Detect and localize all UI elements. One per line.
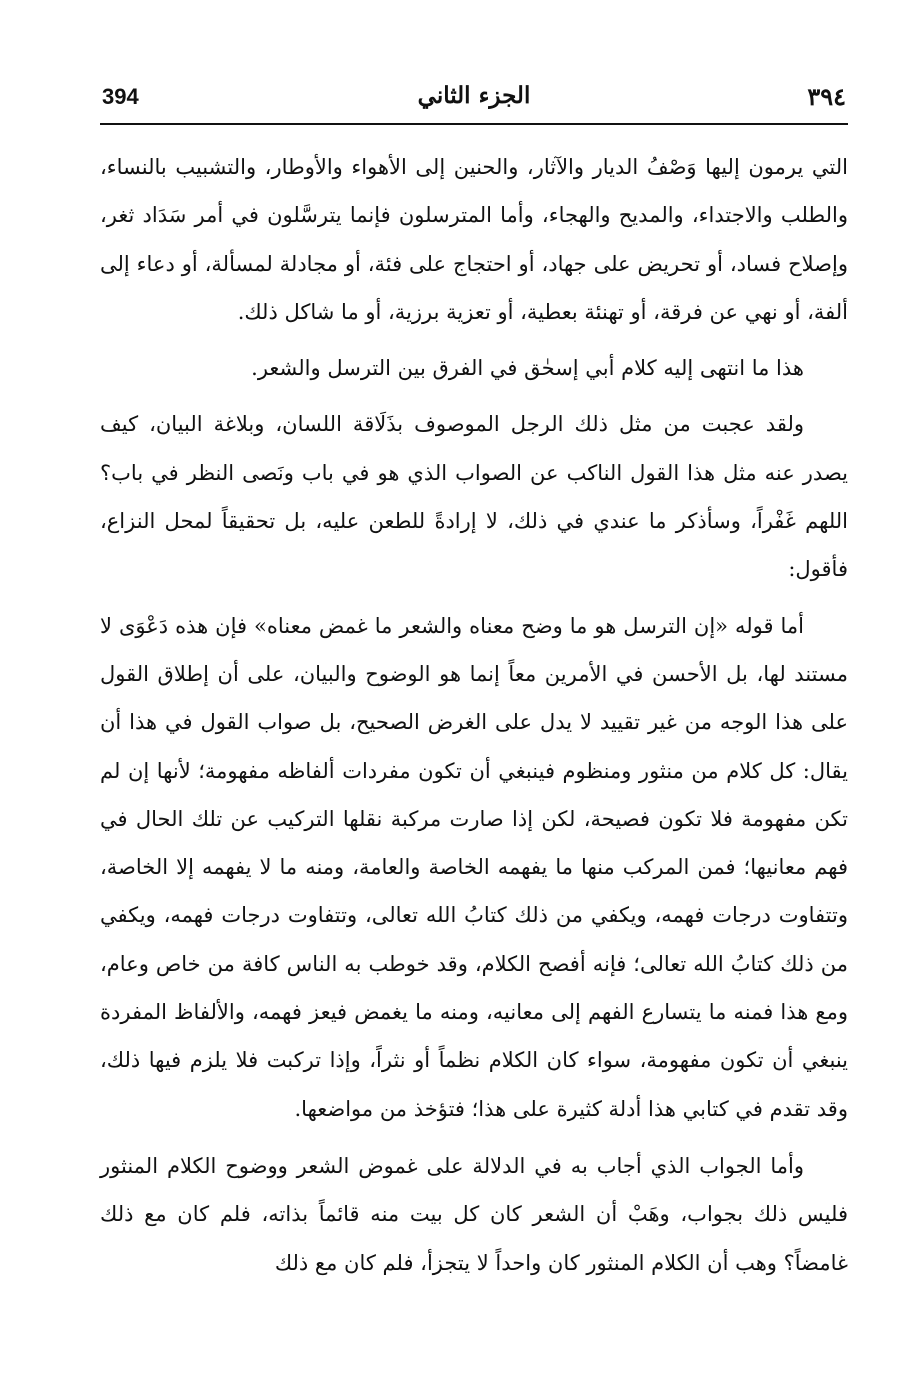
running-title: الجزء الثاني — [417, 82, 531, 109]
paragraph-5: وأما الجواب الذي أجاب به في الدلالة على غموض الشعر ووضوح الكلام المنثور فليس ذلك بجواب، وهَبْ أن الشعر كان كل بيت منه قائماً بذاته، فلم كان مع ذلك غامضاً؟ وهب أن الكلام المنثور كان واحداً لا يتجزأ، فلم كان مع ذلك — [100, 1153, 848, 1275]
page-body — [100, 143, 848, 1287]
page-number-latin: 394 — [102, 84, 139, 109]
paragraph-4: أما قوله «إن الترسل هو ما وضح معناه والشعر ما غمض معناه» فإن هذه دَعْوَى لا مستند لها، بل الأحسن في الأمرين معاً إنما هو الوضوح والبيان، على أن إطلاق القول على هذا الوجه من غير تقييد لا يدل على الغرض الصحيح، بل صواب القول في هذا أن يقال: كل كلام من منثور ومنظوم فينبغي أن تكون مفردات ألفاظه مفهومة؛ لأنها إن لم تكن مفهومة فلا تكون فصيحة، لكن إذا صارت مركبة نقلها التركيب عن تلك الحال في فهم معانيها؛ فمن المركب منها ما يفهمه الخاصة والعامة، ومنه ما لا يفهمه إلا الخاصة، وتتفاوت درجات فهمه، ويكفي من ذلك كتابُ الله تعالى، وتتفاوت درجات فهمه، ويكفي من ذلك كتابُ الله تعالى؛ فإنه أفصح الكلام، وقد خوطب به الناس كافة من خاص وعام، ومع هذا فمنه ما يتسارع الفهم إلى معانيه، ومنه ما يغمض فيعز فهمه، والألفاظ المفردة ينبغي أن تكون مفهومة، سواء كان الكلام نظماً أو نثراً، وإذا تركبت فلا يلزم فيها ذلك، وقد تقدم في كتابي هذا أدلة كثيرة على هذا؛ فتؤخذ من مواضعها. — [100, 613, 848, 1121]
paragraph-1: التي يرمون إليها وَصْفُ الديار والآثار، والحنين إلى الأهواء والأوطار، والتشبيب بالنساء، والطلب والاجتداء، والمديح والهجاء، وأما المترسلون فإنما يترسَّلون في أمر سَدَاد ثغر، وإصلاح فساد، أو تحريض على جهاد، أو احتجاج على فئة، أو مجادلة لمسألة، أو دعاء إلى ألفة، أو نهي عن فرقة، أو تهنئة بعطية، أو تعزية برزية، أو ما شاكل ذلك. — [100, 155, 848, 324]
page-header — [100, 78, 848, 122]
page-number-arabic: ٣٩٤ — [807, 82, 846, 111]
paragraph-3: ولقد عجبت من مثل ذلك الرجل الموصوف بذَلَاقة اللسان، وبلاغة البيان، كيف يصدر عنه مثل هذا القول الناكب عن الصواب الذي هو في باب ونَصى النظر في باب؟ اللهم غَفْراً، وسأذكر ما عندي في ذلك، لا إرادةً للطعن عليه، بل تحقيقاً لمحل النزاع، فأقول: — [100, 412, 848, 582]
header-rule — [100, 123, 848, 125]
paragraph-2: هذا ما انتهى إليه كلام أبي إسحٰق في الفرق بين الترسل والشعر. — [251, 356, 804, 381]
